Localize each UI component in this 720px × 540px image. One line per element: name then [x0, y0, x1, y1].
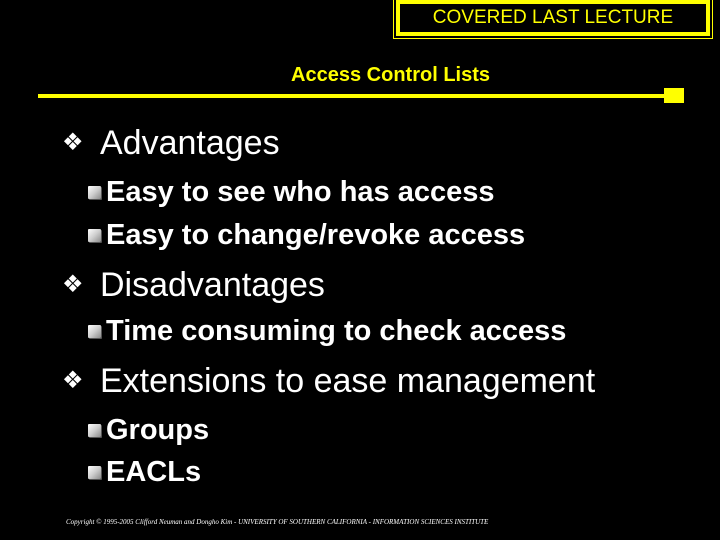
bullet-disadvantages [62, 268, 325, 302]
square-bullet-icon [88, 325, 101, 338]
bullet-label: Disadvantages [100, 266, 325, 304]
subbullet-item [88, 221, 525, 250]
bullet-extensions [62, 364, 595, 398]
bullet-label: Advantages [100, 124, 280, 162]
bullet-label: Extensions to ease management [100, 362, 596, 400]
subbullet-label: Time consuming to check access [106, 315, 567, 347]
diamond-clover-bullet-icon: ❖ [62, 271, 84, 298]
bullet-advantages [62, 126, 280, 160]
square-bullet-icon [88, 466, 101, 479]
subbullet-item [88, 178, 495, 207]
covered-last-lecture-banner [396, 0, 710, 36]
diamond-clover-bullet-icon: ❖ [62, 367, 84, 394]
square-bullet-icon [88, 424, 101, 437]
slide-title: Access Control Lists [291, 64, 490, 86]
copyright-footer: Copyright © 1995-2005 Clifford Neuman and Dongho Kim - UNIVERSITY OF SOUTHERN CALIFORNIA - INFORMATION SCIENCES INSTITUTE [66, 518, 489, 526]
diamond-clover-bullet-icon: ❖ [62, 129, 84, 156]
subbullet-item [88, 416, 209, 445]
subbullet-item [88, 317, 566, 346]
subbullet-label: Groups [106, 414, 210, 446]
subbullet-label: Easy to change/revoke access [106, 219, 526, 251]
subbullet-label: Easy to see who has access [106, 176, 495, 208]
banner-label: COVERED LAST LECTURE [432, 7, 674, 28]
title-underline-end-block [664, 88, 684, 103]
subbullet-item [88, 458, 201, 487]
square-bullet-icon [88, 186, 101, 199]
title-underline [38, 94, 668, 98]
square-bullet-icon [88, 229, 101, 242]
subbullet-label: EACLs [106, 456, 202, 488]
